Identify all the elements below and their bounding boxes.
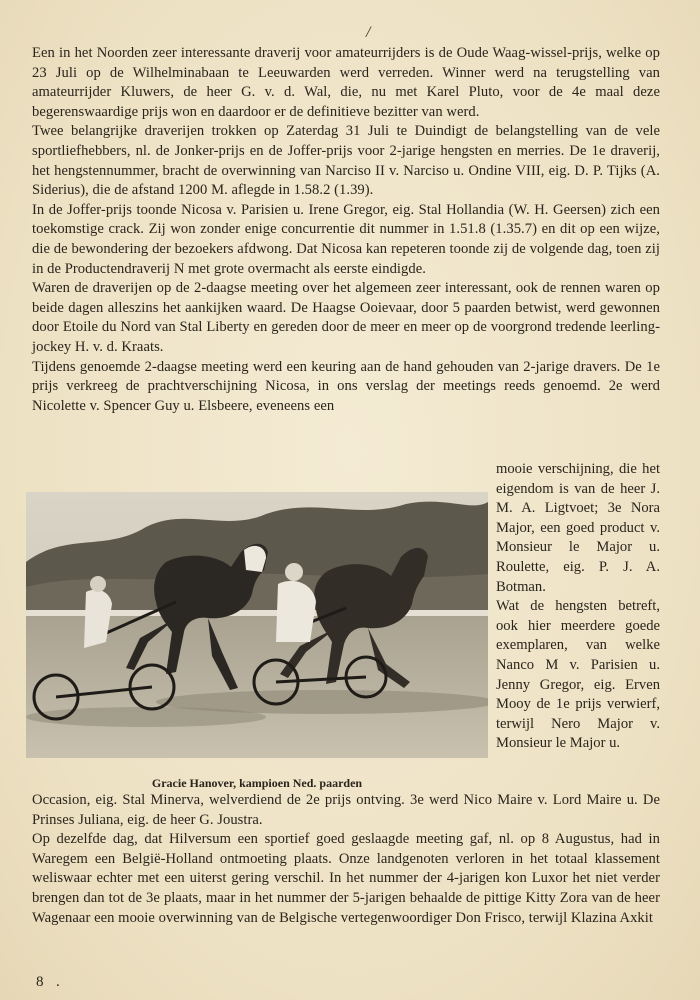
- paragraph-keuring: Tijdens genoemde 2-daagse meeting werd een keuring aan de hand gehouden van 2-jarige dravers. De 1e prijs verkreeg de prachtverschijning Nicosa, in ons verslag der meetings reeds genoemd. 2e werd Nicolette v. Spencer Guy u. Elsbeere, eveneens een: [32, 358, 660, 414]
- paragraph-waregem: Op dezelfde dag, dat Hilversum een sportief goed geslaagde meeting gaf, nl. op 8 Augustus, had in Waregem een België-Holland ontmoeting plaats. Onze landgenoten verloren in het totaal klassement weliswaar echter met een uiterst gering verschil. In het nummer der 4-jarigen kon Luxor het niet verder brengen dan tot de 3e plaats, maar in het nummer der 5-jarigen behaalde de pittige Kitty Zora van de heer Wagenaar een mooie overwinning van de Belgische vertegenwoordiger Don Frisco, terwijl Klazina Axkit: [32, 831, 660, 926]
- harness-racing-photo: [26, 492, 488, 758]
- bottom-text-block: [32, 791, 660, 928]
- paragraph-hengsten: Wat de hengsten betreft, ook hier meerdere goede exemplaren, van welke Nanco M v. Parisien u. Jenny Gregor, eig. Erven Mooy de 1e prijs verwierf, terwijl Nero Major v. Monsieur le Major u.: [496, 598, 660, 752]
- paragraph-rennen: Waren de draverijen op de 2-daagse meeting over het algemeen zeer interessant, ook de rennen waren op beide dagen alleszins het aankijken waard. De Haagse Ooievaar, door 5 paarden betwist, werd gewonnen door Etoile du Nord van Stal Liberty en gereden door de meer en meer op de voorgrond tredende leerling-jockey H. v. d. Kraats.: [32, 280, 660, 355]
- page-mark: /: [366, 24, 371, 41]
- right-column-text: [496, 460, 660, 754]
- paragraph-oude-waag: Een in het Noorden zeer interessante draverij voor amateurrijders is de Oude Waag-wissel-prijs, welke op 23 Juli op de Wilhelminabaan te Leeuwarden werd verreden. Winner werd na terugstelling van amateurrijder Kluwers, de heer G. v. d. Wal, die, nu met Karel Pluto, voor de 4e maal deze begerenswaardige prijs won en daardoor er de definitieve bezitter van werd.: [32, 45, 660, 120]
- paragraph-occasion: Occasion, eig. Stal Minerva, welverdiend de 2e prijs ontving. 3e werd Nico Maire v. Lord Maire u. De Prinses Juliana, eig. de heer G. Joustra.: [32, 792, 660, 828]
- top-text-block: [32, 44, 660, 416]
- paragraph-duindigt: Twee belangrijke draverijen trokken op Zaterdag 31 Juli te Duindigt de belangstelling van de vele sportliefhebbers, nl. de Jonker-prijs en de Joffer-prijs voor 2-jarige hengsten en merries. De 1e draverij, het hengstennummer, bracht de overwinning van Narciso II v. Narciso u. Ondine VIII, eig. D. P. Tijks (A. Siderius), die de afstand 1200 M. aflegde in 1.58.2 (1.39).: [32, 123, 660, 199]
- paragraph-joffer-prijs: In de Joffer-prijs toonde Nicosa v. Parisien u. Irene Gregor, eig. Stal Hollandia (W. H. Geersen) zich een toekomstige crack. Zij won zonder enige concurrentie dit nummer in 1.51.8 (1.35.7) en dit op een wijze, die de bewondering der bezoekers afdwong. Dat Nicosa kan repeteren toonde zij de volgende dag, toen zij in de Productendraverij N met grote overmacht als eerste eindigde.: [32, 201, 660, 277]
- paragraph-nicolette-cont: mooie verschijning, die het eigendom is van de heer J. M. A. Ligtvoet; 3e Nora Major, een goed product v. Monsieur le Major u. Roulette, eig. P. J. A. Botman.: [496, 461, 660, 595]
- page-number-dot: .: [56, 974, 60, 990]
- page-number: 8: [36, 974, 44, 990]
- photo-caption: Gracie Hanover, kampioen Ned. paarden: [151, 776, 363, 790]
